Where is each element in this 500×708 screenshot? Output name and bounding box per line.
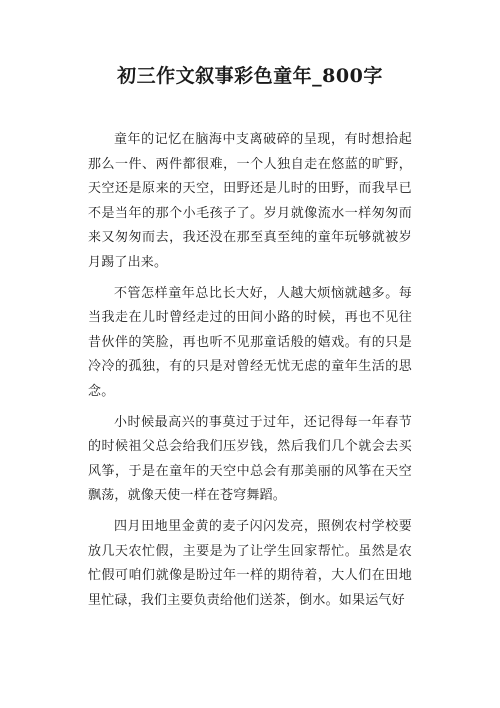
paragraph: 四月田地里金黄的麦子闪闪发亮，照例农村学校要放几天农忙假，主要是为了让学生回家帮忙。虽然是农忙假可咱们就像是盼过年一样的期待着，大人们在田地里忙碌，我们主要负责给他们送茶，倒水。如果运气好: [88, 518, 412, 608]
paragraph: 小时候最高兴的事莫过于过年，还记得每一年春节的时候祖父总会给我们压岁钱，然后我们几个就会去买风筝，于是在童年的天空中总会有那美丽的风筝在天空飘荡，就像天使一样在苍穹舞蹈。: [88, 414, 412, 504]
document-body: [88, 128, 412, 619]
document-title: 初三作文叙事彩色童年_800字: [117, 65, 383, 87]
paragraph: 不管怎样童年总比长大好，人越大烦恼就越多。每当我走在儿时曾经走过的田间小路的时候，再也不见往昔伙伴的笑脸，再也听不见那童话般的嬉戏。有的只是冷冷的孤独，有的只是对曾经无忧无虑的童年生活的思念。: [88, 285, 412, 399]
paragraph: 童年的记忆在脑海中支离破碎的呈现，有时想拾起那么一件、两件都很难，一个人独自走在悠蓝的旷野，天空还是原来的天空，田野还是儿时的田野，而我早已不是当年的那个小毛孩子了。岁月就像流水一样匆匆而来又匆匆而去，我还没在那至真至纯的童年玩够就被岁月踢了出来。: [88, 132, 412, 270]
